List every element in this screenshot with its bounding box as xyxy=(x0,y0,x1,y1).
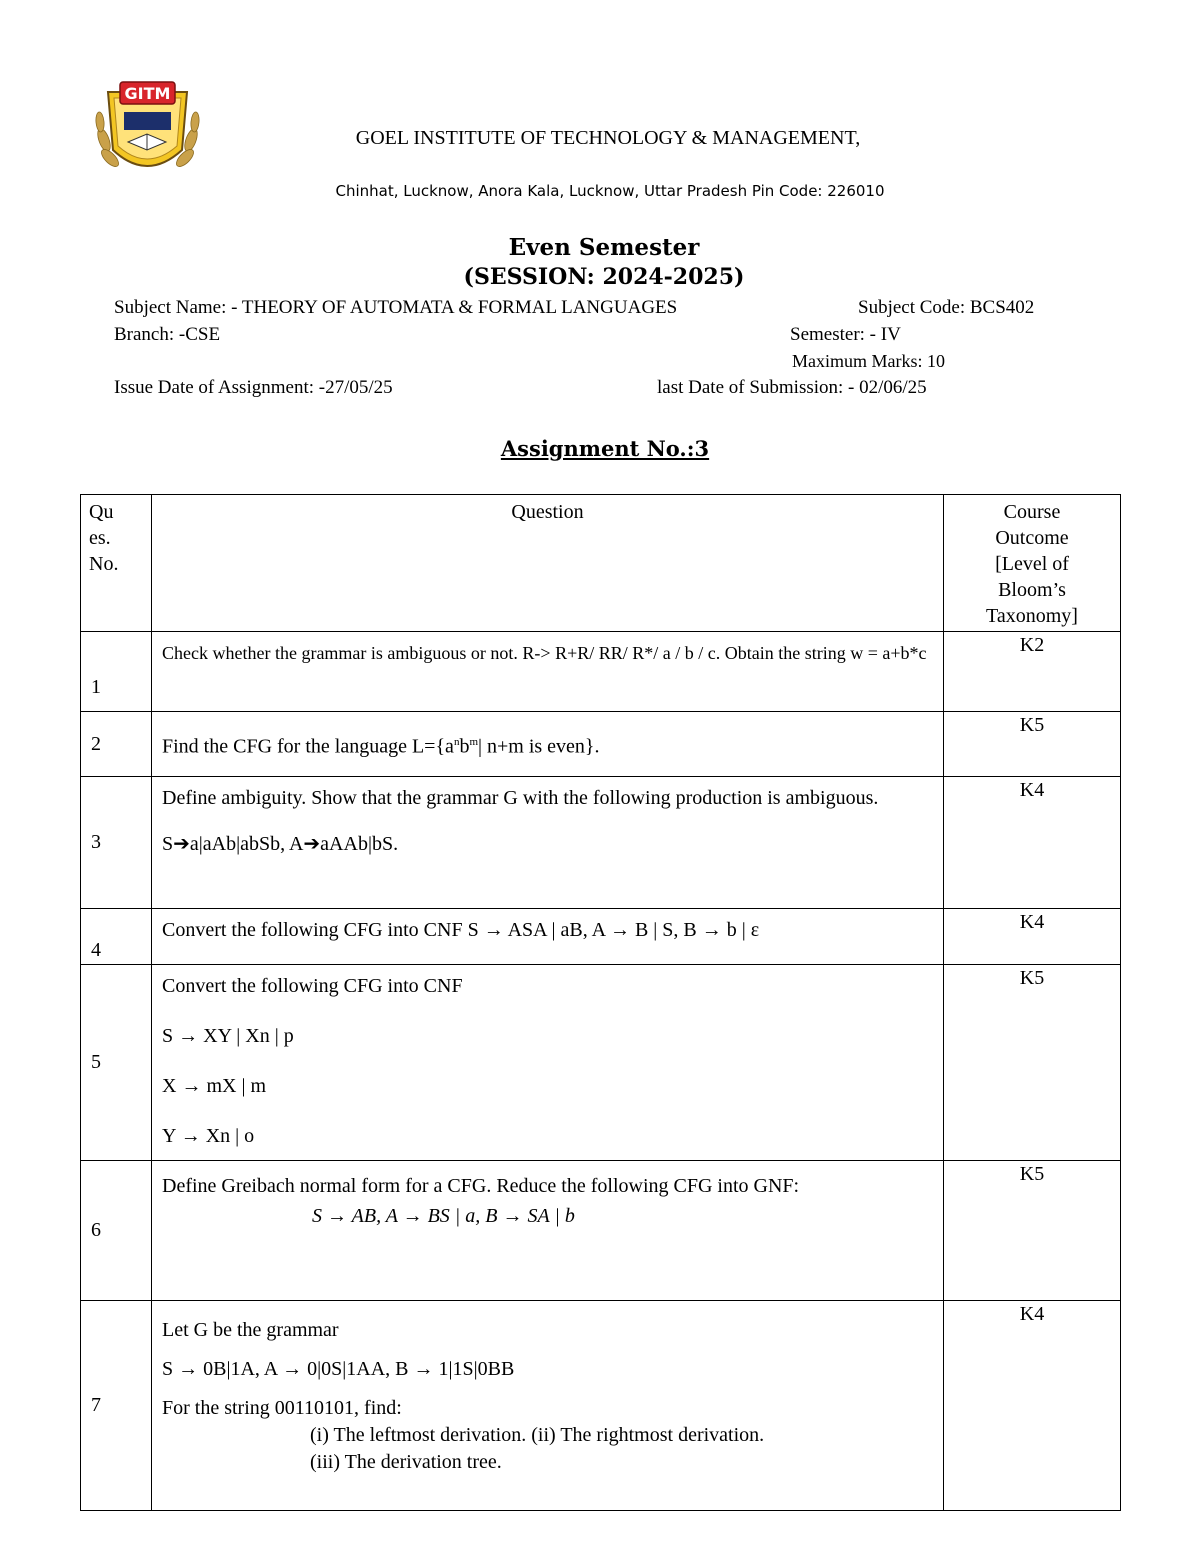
header-qno: Qu es. No. xyxy=(81,495,152,632)
question-text: Let G be the grammar S → 0B|1A, A → 0|0S|1AA, B → 1|1S|0BB For the string 00110101, find: (i) The leftmost derivation. (ii) The rightmost derivation. (iii) The derivation tree. xyxy=(152,1301,944,1511)
semester: Semester: - IV xyxy=(790,324,901,345)
session-title: (SESSION: 2024-2025) xyxy=(463,264,745,290)
logo-text: GITM xyxy=(124,84,171,103)
question-number: 4 xyxy=(81,909,152,965)
subject-name: Subject Name: - THEORY OF AUTOMATA & FORMAL LANGUAGES xyxy=(114,297,678,318)
table-row xyxy=(81,632,1121,712)
question-text: Convert the following CFG into CNF S → XY | Xn | p X → mX | m Y → Xn | o xyxy=(152,965,944,1161)
course-outcome: K5 xyxy=(944,965,1121,1161)
table-row xyxy=(81,965,1121,1161)
header-course-outcome: Course Outcome [Level of Bloom’s Taxonomy] xyxy=(944,495,1121,632)
table-header-row xyxy=(81,495,1121,632)
question-number: 2 xyxy=(81,712,152,777)
question-text: Convert the following CFG into CNF S → ASA | aB, A → B | S, B → b | ε xyxy=(152,909,944,965)
course-outcome: K5 xyxy=(944,1161,1121,1301)
question-number: 3 xyxy=(81,777,152,909)
question-text: Check whether the grammar is ambiguous or not. R-> R+R/ RR/ R*/ a / b / c. Obtain the string w = a+b*c xyxy=(152,632,944,712)
table-row xyxy=(81,712,1121,777)
question-text: Define ambiguity. Show that the grammar G with the following production is ambiguous. S➔a|aAb|abSb, A➔aAAb|bS. xyxy=(152,777,944,909)
semester-title: Even Semester xyxy=(508,234,700,261)
institute-address: Chinhat, Lucknow, Anora Kala, Lucknow, Uttar Pradesh Pin Code: 226010 xyxy=(335,182,885,200)
branch: Branch: -CSE xyxy=(114,324,221,345)
assignment-table xyxy=(80,494,1121,1511)
table-row xyxy=(81,1161,1121,1301)
course-outcome: K4 xyxy=(944,777,1121,909)
question-text: Define Greibach normal form for a CFG. Reduce the following CFG into GNF: S → AB, A → BS | a, B → SA | b xyxy=(152,1161,944,1301)
maximum-marks: Maximum Marks: 10 xyxy=(792,351,945,371)
table-row xyxy=(81,1301,1121,1511)
last-date: last Date of Submission: - 02/06/25 xyxy=(657,377,927,398)
question-number: 5 xyxy=(81,965,152,1161)
course-outcome: K4 xyxy=(944,909,1121,965)
question-text: Find the CFG for the language $L=\{a^nb^m|$ n+m is even}. xyxy=(152,712,944,777)
course-outcome: K2 xyxy=(944,632,1121,712)
course-outcome: K4 xyxy=(944,1301,1121,1511)
assignment-title: Assignment No.:3 xyxy=(500,436,710,461)
table-row xyxy=(81,909,1121,965)
question-number: 6 xyxy=(81,1161,152,1301)
issue-date: Issue Date of Assignment: -27/05/25 xyxy=(114,377,393,398)
header-question: Question xyxy=(152,495,944,632)
subject-code: Subject Code: BCS402 xyxy=(858,297,1035,318)
institute-name: GOEL INSTITUTE OF TECHNOLOGY & MANAGEMENT, xyxy=(355,127,861,149)
table-row xyxy=(81,777,1121,909)
question-number: 1 xyxy=(81,632,152,712)
question-number: 7 xyxy=(81,1301,152,1511)
course-outcome: K5 xyxy=(944,712,1121,777)
